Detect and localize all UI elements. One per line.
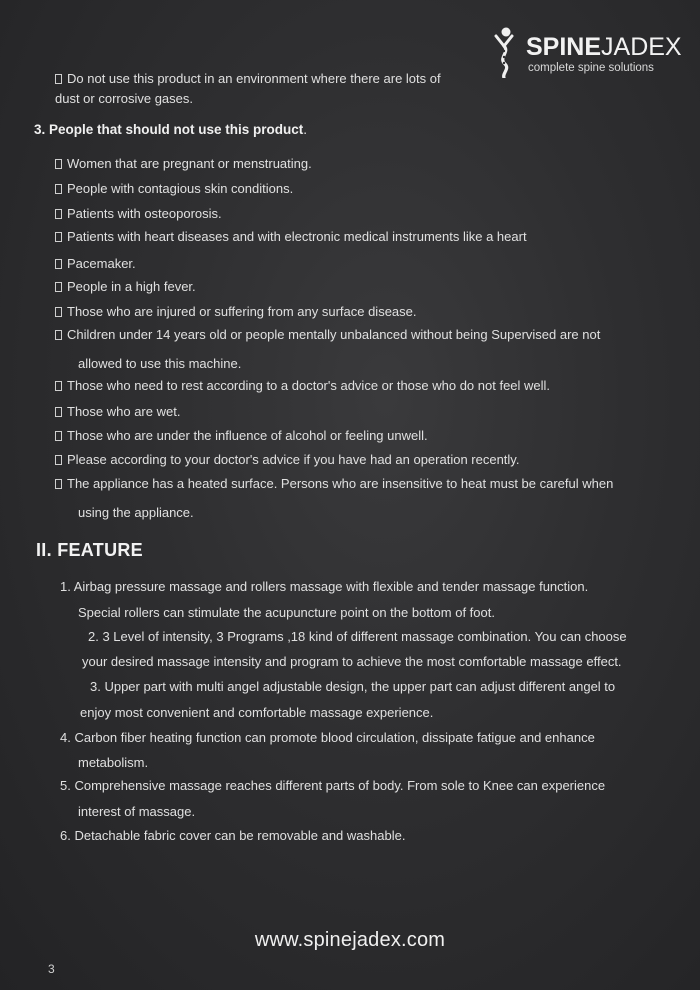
list-item: The appliance has a heated surface. Persons who are insensitive to heat must be careful when xyxy=(55,475,613,493)
list-item: Please according to your doctor's advice if you have had an operation recently. xyxy=(55,451,519,469)
feature-line: 6. Detachable fabric cover can be removable and washable. xyxy=(60,828,406,843)
bullet-box-icon xyxy=(55,282,62,292)
feature-line: 2. 3 Level of intensity, 3 Programs ,18 kind of different massage combination. You can choose xyxy=(88,629,627,644)
feature-line: 1. Airbag pressure massage and rollers massage with flexible and tender massage function. xyxy=(60,579,589,594)
feature-line: 3. Upper part with multi angel adjustable design, the upper part can adjust different angel to xyxy=(90,679,616,694)
feature-line: interest of massage. xyxy=(78,804,196,819)
website-url: www.spinejadex.com xyxy=(254,929,446,951)
bullet-box-icon xyxy=(55,232,62,242)
bullet-box-icon xyxy=(55,407,62,417)
bullet-box-icon xyxy=(55,381,62,391)
list-item: Those who are injured or suffering from any surface disease. xyxy=(55,303,417,321)
spine-figure-icon xyxy=(492,26,518,78)
feature-line: enjoy most convenient and comfortable massage experience. xyxy=(80,705,434,720)
feature-section-title: II. FEATURE xyxy=(36,540,143,560)
list-item: People with contagious skin conditions. xyxy=(55,180,293,198)
list-item-continuation: using the appliance. xyxy=(78,505,194,520)
list-item: Those who need to rest according to a doctor's advice or those who do not feel well. xyxy=(55,377,550,395)
list-item: Pacemaker. xyxy=(55,255,136,273)
environment-note-line-2: dust or corrosive gases. xyxy=(55,91,194,106)
bullet-box-icon xyxy=(55,455,62,465)
feature-line: Special rollers can stimulate the acupuncture point on the bottom of foot. xyxy=(78,605,495,620)
list-item-continuation: allowed to use this machine. xyxy=(78,356,242,371)
list-item: Women that are pregnant or menstruating. xyxy=(55,155,312,173)
feature-line: 5. Comprehensive massage reaches different parts of body. From sole to Knee can experience xyxy=(60,778,606,793)
list-item: Patients with heart diseases and with electronic medical instruments like a heart xyxy=(55,228,527,246)
brand-name: SPINEJADEX xyxy=(526,33,682,61)
bullet-box-icon xyxy=(55,74,62,84)
people-section-heading: 3. People that should not use this product. xyxy=(34,122,308,137)
bullet-box-icon xyxy=(55,259,62,269)
bullet-box-icon xyxy=(55,209,62,219)
page-number: 3 xyxy=(48,962,55,976)
bullet-box-icon xyxy=(55,431,62,441)
list-item: People in a high fever. xyxy=(55,278,196,296)
bullet-box-icon xyxy=(55,307,62,317)
environment-note-line-1: Do not use this product in an environment where there are lots of xyxy=(55,70,441,88)
feature-line: metabolism. xyxy=(78,755,149,770)
list-item: Patients with osteoporosis. xyxy=(55,205,222,223)
brand-tagline: complete spine solutions xyxy=(528,62,654,74)
bullet-box-icon xyxy=(55,159,62,169)
bullet-box-icon xyxy=(55,330,62,340)
list-item: Those who are wet. xyxy=(55,403,180,421)
list-item: Children under 14 years old or people mentally unbalanced without being Supervised are not xyxy=(55,326,600,344)
brand-logo xyxy=(492,26,682,82)
bullet-box-icon xyxy=(55,184,62,194)
feature-line: your desired massage intensity and program to achieve the most comfortable massage effect. xyxy=(82,654,622,669)
list-item: Those who are under the influence of alcohol or feeling unwell. xyxy=(55,427,428,445)
bullet-box-icon xyxy=(55,479,62,489)
feature-line: 4. Carbon fiber heating function can promote blood circulation, dissipate fatigue and enhance xyxy=(60,730,595,745)
